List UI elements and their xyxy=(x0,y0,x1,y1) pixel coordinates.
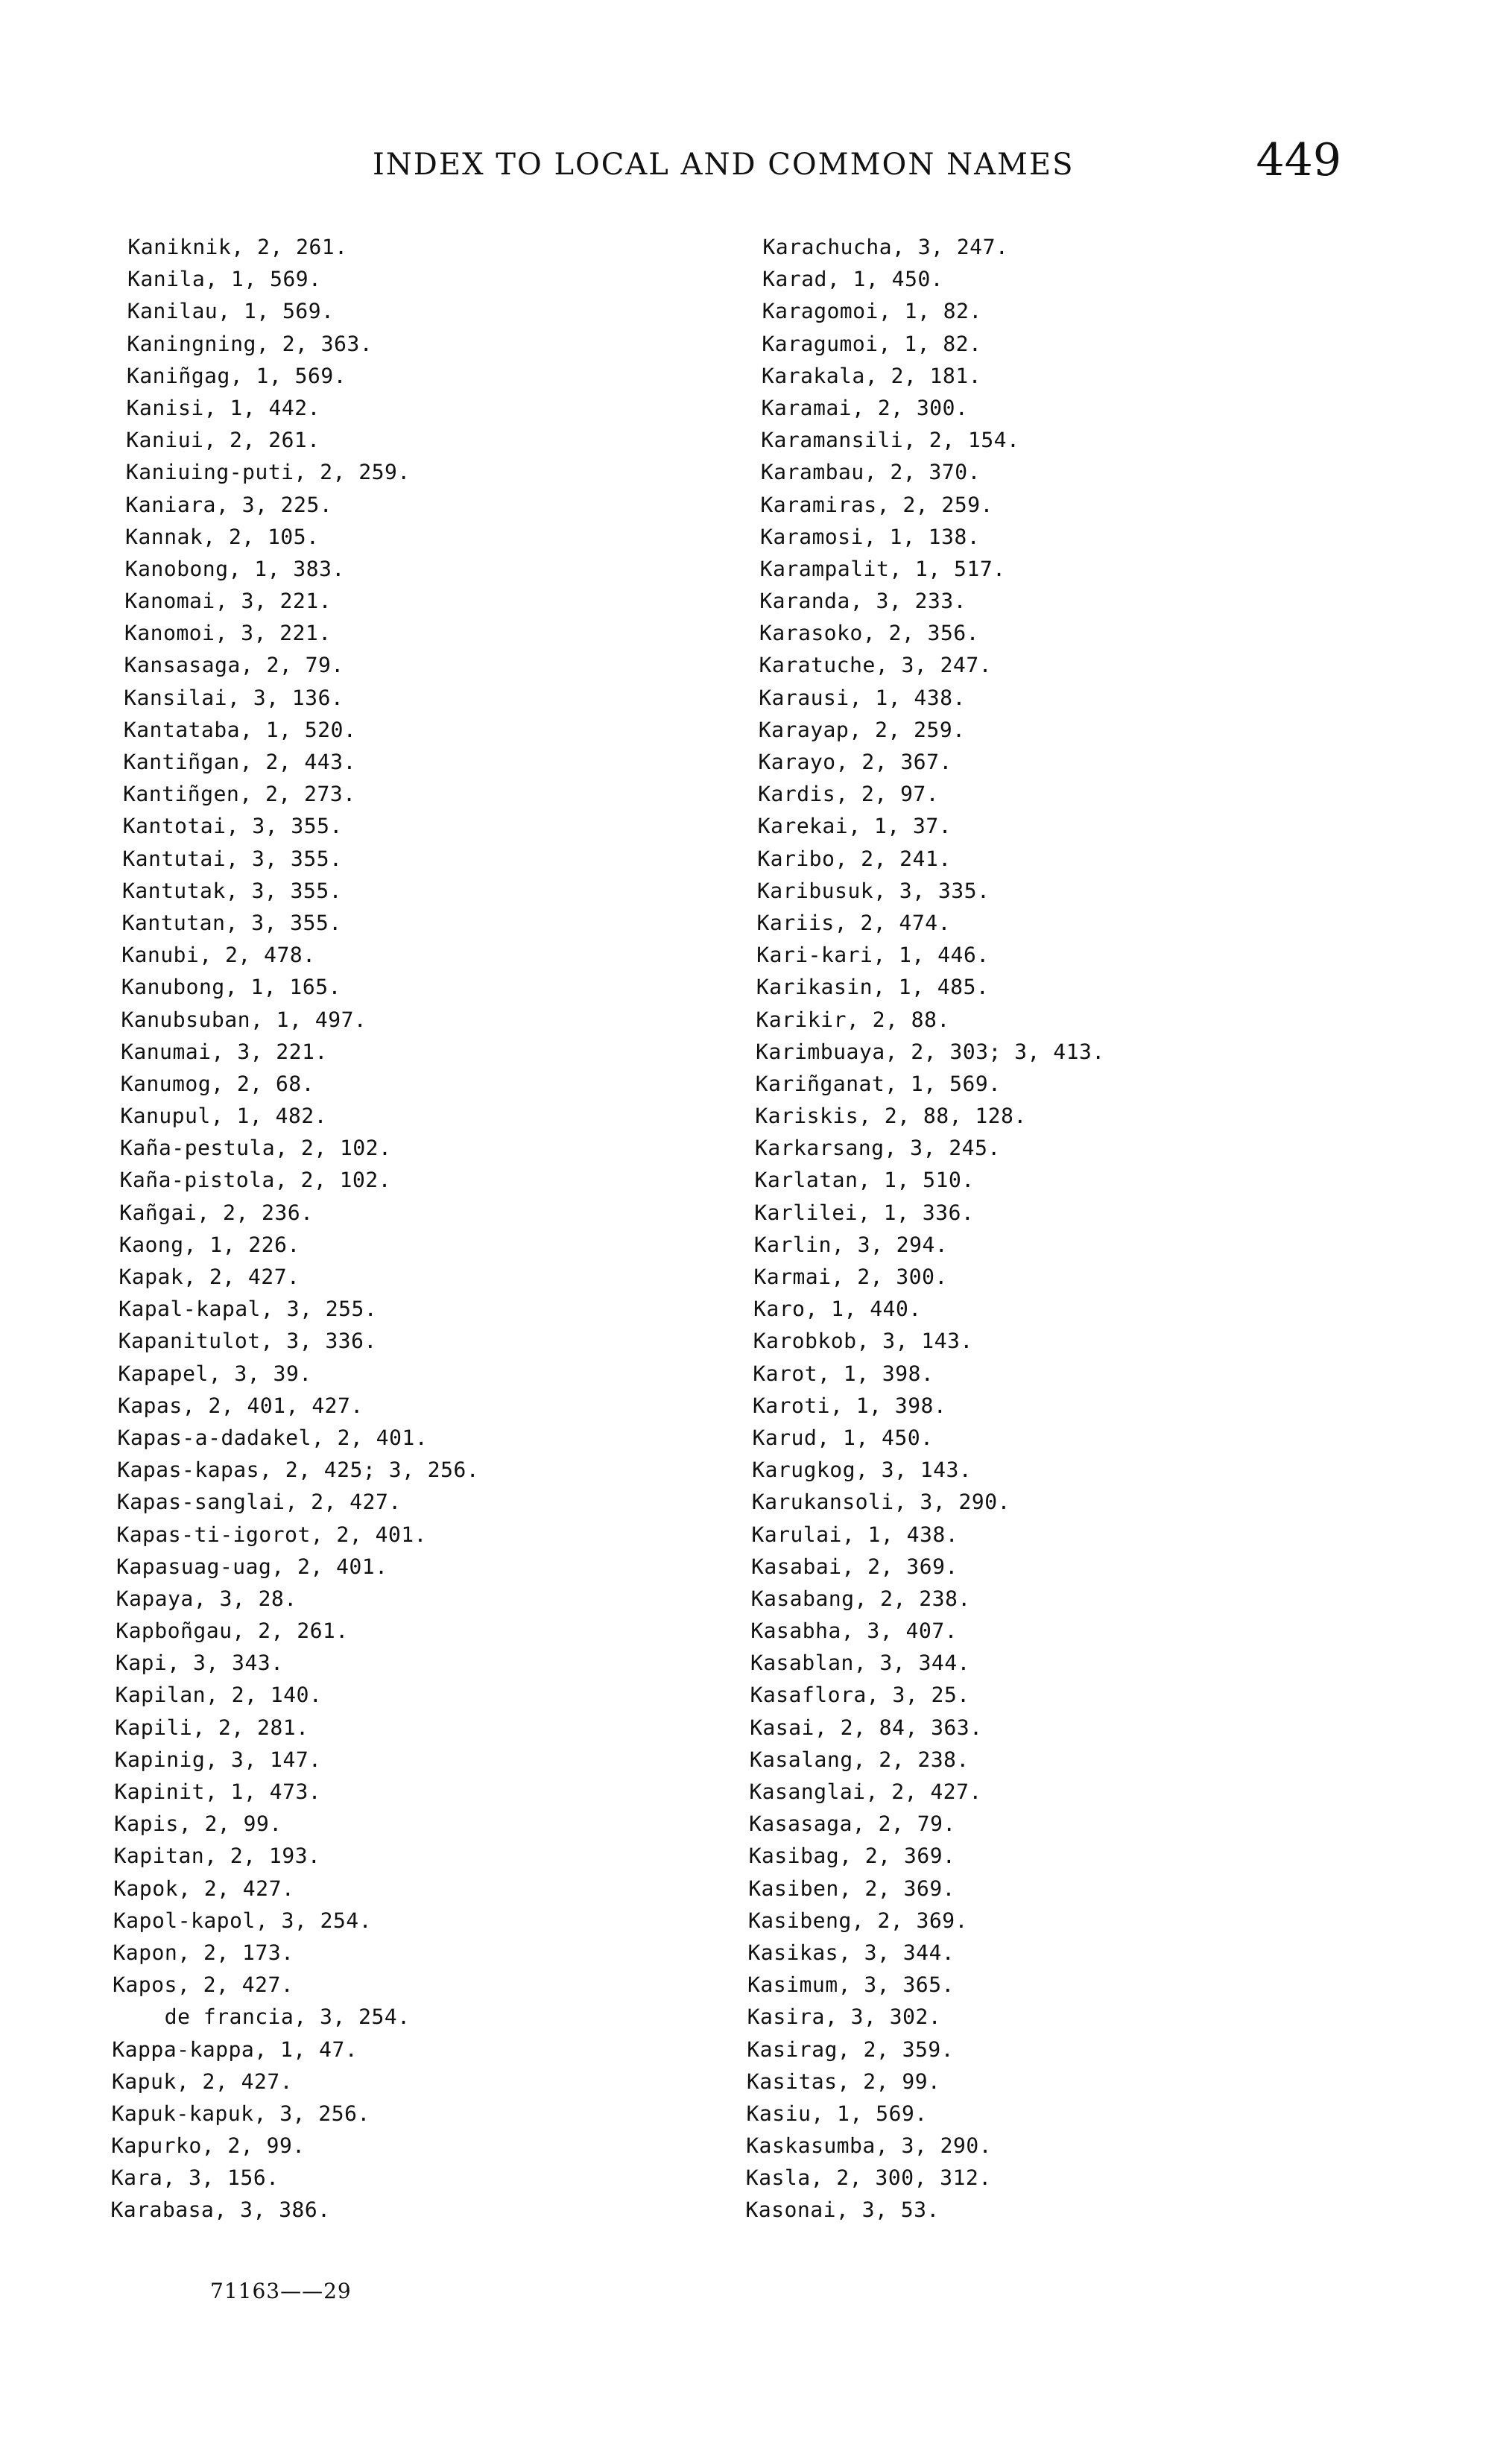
index-entry: Kaña-pestula, 2, 102. xyxy=(119,1136,392,1161)
index-entry: Kapboñgau, 2, 261. xyxy=(116,1618,349,1644)
index-entry: Kanomoi, 3, 221. xyxy=(124,621,332,646)
index-entry: Karlatan, 1, 510. xyxy=(754,1168,975,1193)
index-entry: Kapas, 2, 401, 427. xyxy=(117,1393,364,1418)
index-entry: Karasoko, 2, 356. xyxy=(759,621,980,646)
index-entry: Kasai, 2, 84, 363. xyxy=(750,1715,983,1740)
index-entry: Kardis, 2, 97. xyxy=(757,782,940,807)
index-entry: Kara, 3, 156. xyxy=(110,2165,279,2191)
index-entry: Kanumog, 2, 68. xyxy=(120,1071,315,1096)
index-entry: Kapak, 2, 427. xyxy=(118,1265,300,1289)
index-entry: Kasira, 3, 302. xyxy=(747,2004,942,2030)
index-entry: Kaña-pistola, 2, 102. xyxy=(119,1168,392,1193)
index-entry: Kaningning, 2, 363. xyxy=(127,331,373,356)
index-entry: Kanobong, 1, 383. xyxy=(124,556,345,581)
index-entry: Kantiñgan, 2, 443. xyxy=(123,750,357,774)
index-entry: Kaniui, 2, 261. xyxy=(126,428,320,453)
index-entry: Kariskis, 2, 88, 128. xyxy=(755,1104,1027,1129)
index-entry: Kasaflora, 3, 25. xyxy=(750,1683,970,1708)
index-entry: Kapitan, 2, 193. xyxy=(113,1844,321,1869)
index-entry: Karad, 1, 450. xyxy=(762,267,944,292)
index-entry: Kasanglai, 2, 427. xyxy=(749,1779,982,1804)
index-entry: Karibo, 2, 241. xyxy=(757,846,952,871)
index-entry: Karud, 1, 450. xyxy=(752,1425,934,1450)
index-entry: Kapi, 3, 343. xyxy=(115,1651,284,1676)
index-entry: Kapal-kapal, 3, 255. xyxy=(118,1297,378,1322)
index-entry: Karamosi, 1, 138. xyxy=(759,524,981,549)
index-entry: Kantiñgen, 2, 273. xyxy=(122,782,356,807)
index-entry: Kasonai, 3, 53. xyxy=(745,2197,940,2223)
index-entry: Kariñganat, 1, 569. xyxy=(755,1071,1002,1096)
index-entry: Karakala, 2, 181. xyxy=(761,363,982,388)
index-entry: Karampalit, 1, 517. xyxy=(759,556,1006,581)
index-entry: Kantutak, 3, 355. xyxy=(121,878,343,903)
index-entry: Kanila, 1, 569. xyxy=(127,267,322,292)
index-subentry: de francia, 3, 254. xyxy=(164,2004,411,2030)
index-entry: Kapanitulot, 3, 336. xyxy=(118,1329,377,1354)
running-title: INDEX TO LOCAL AND COMMON NAMES xyxy=(373,148,1075,182)
index-entry: Karukansoli, 3, 290. xyxy=(751,1490,1011,1515)
index-entry: Kapol-kapol, 3, 254. xyxy=(113,1908,373,1933)
index-entry: Karikir, 2, 88. xyxy=(756,1007,950,1032)
index-entry: Kariis, 2, 474. xyxy=(756,910,952,935)
page-header xyxy=(119,134,1341,200)
index-entry: Kapas-ti-igorot, 2, 401. xyxy=(116,1522,428,1547)
index-entry: Kasla, 2, 300, 312. xyxy=(745,2165,992,2191)
index-entry: Kapapel, 3, 39. xyxy=(118,1361,312,1386)
index-entry: Kasablan, 3, 344. xyxy=(750,1651,971,1676)
index-entry: Kanubi, 2, 478. xyxy=(121,943,316,968)
index-entry: Kapili, 2, 281. xyxy=(115,1715,309,1740)
index-entry: Kapurko, 2, 99. xyxy=(111,2133,306,2159)
printer-signature-mark: 71163——29 xyxy=(210,2279,352,2303)
index-entry: Kaniuing-puti, 2, 259. xyxy=(125,460,411,485)
index-entry: Karo, 1, 440. xyxy=(753,1297,922,1322)
index-entry: Kapinit, 1, 473. xyxy=(114,1779,322,1804)
index-entry: Karayo, 2, 367. xyxy=(758,750,952,774)
index-entry: Kanomai, 3, 221. xyxy=(124,589,332,614)
index-entry: Kasiu, 1, 569. xyxy=(746,2101,928,2126)
index-entry: Kasitas, 2, 99. xyxy=(746,2069,941,2094)
index-entry: Kapasuag-uag, 2, 401. xyxy=(116,1554,388,1579)
index-entry: Kansasaga, 2, 79. xyxy=(124,653,344,678)
index-entry: Karausi, 1, 438. xyxy=(759,685,967,710)
index-entry: Karamiras, 2, 259. xyxy=(760,492,994,517)
index-entry: Kanumai, 3, 221. xyxy=(120,1039,328,1064)
index-entry: Kapos, 2, 427. xyxy=(112,1972,294,1998)
index-entry: Karobkob, 3, 143. xyxy=(753,1329,973,1354)
index-entry: Karayap, 2, 259. xyxy=(758,717,966,742)
index-entry: Kapis, 2, 99. xyxy=(113,1811,282,1837)
index-entry: Kanisi, 1, 442. xyxy=(126,395,321,420)
index-entry: Kapilan, 2, 140. xyxy=(115,1683,323,1708)
index-entry: Kapas-kapas, 2, 425; 3, 256. xyxy=(117,1458,480,1483)
index-entry: Karabasa, 3, 386. xyxy=(110,2197,331,2223)
index-entry: Kanubsuban, 1, 497. xyxy=(121,1007,367,1032)
index-entry: Kapuk-kapuk, 3, 256. xyxy=(111,2101,370,2126)
right-index-column xyxy=(745,231,1433,2227)
index-entry: Kasibeng, 2, 369. xyxy=(747,1908,969,1933)
index-entry: Kapinig, 3, 147. xyxy=(114,1747,322,1772)
index-entry: Karimbuaya, 2, 303; 3, 413. xyxy=(755,1039,1105,1064)
index-entry: Karot, 1, 398. xyxy=(753,1361,934,1386)
index-entry: Kapuk, 2, 427. xyxy=(111,2069,294,2094)
index-entry: Kasikas, 3, 344. xyxy=(747,1940,955,1965)
index-entry: Kaong, 1, 226. xyxy=(118,1232,300,1257)
index-entry: Karagumoi, 1, 82. xyxy=(762,331,982,356)
index-entry: Kapas-sanglai, 2, 427. xyxy=(116,1490,402,1515)
index-entry: Karekai, 1, 37. xyxy=(757,814,952,839)
index-entry: Karikasin, 1, 485. xyxy=(756,975,990,1000)
index-entry: Kannak, 2, 105. xyxy=(124,524,320,549)
index-entry: Kasabai, 2, 369. xyxy=(750,1554,958,1579)
index-entry: Kantutai, 3, 355. xyxy=(122,846,343,871)
index-entry: Kasibag, 2, 369. xyxy=(748,1844,956,1869)
index-entry: Karkarsang, 3, 245. xyxy=(754,1136,1001,1161)
index-entry: Kantotai, 3, 355. xyxy=(122,814,343,839)
index-entry: Kari-kari, 1, 446. xyxy=(756,943,990,968)
index-entry: Kaniara, 3, 225. xyxy=(125,492,333,517)
index-entry: Karlin, 3, 294. xyxy=(753,1232,949,1257)
index-entry: Kaniñgag, 1, 569. xyxy=(126,363,347,388)
index-entry: Kappa-kappa, 1, 47. xyxy=(112,2036,358,2062)
index-entry: Kasabha, 3, 407. xyxy=(750,1618,958,1644)
index-entry: Kapon, 2, 173. xyxy=(113,1940,294,1965)
index-entry: Kasirag, 2, 359. xyxy=(747,2036,955,2062)
index-entry: Karamai, 2, 300. xyxy=(761,395,969,420)
index-entry: Karanda, 3, 233. xyxy=(759,589,967,614)
index-entry: Kantataba, 1, 520. xyxy=(123,717,357,742)
index-entry: Kañgai, 2, 236. xyxy=(119,1200,314,1225)
index-entry: Kapaya, 3, 28. xyxy=(116,1586,297,1611)
index-entry: Kanilau, 1, 569. xyxy=(127,299,335,324)
index-entry: Karamansili, 2, 154. xyxy=(761,428,1020,453)
index-entry: Karugkog, 3, 143. xyxy=(752,1458,972,1483)
index-entry: Kasabang, 2, 238. xyxy=(750,1586,971,1611)
index-entry: Kasalang, 2, 238. xyxy=(749,1747,970,1772)
index-entry: Kansilai, 3, 136. xyxy=(124,685,344,710)
index-entry: Kasiben, 2, 369. xyxy=(748,1876,956,1901)
index-entry: Karagomoi, 1, 82. xyxy=(762,299,982,324)
index-entry: Karmai, 2, 300. xyxy=(753,1265,948,1289)
index-entry: Karlilei, 1, 336. xyxy=(754,1200,975,1225)
index-entry: Karachucha, 3, 247. xyxy=(762,235,1009,259)
left-index-column xyxy=(110,231,798,2227)
index-entry: Kasasaga, 2, 79. xyxy=(748,1811,956,1837)
index-entry: Kanubong, 1, 165. xyxy=(121,975,342,1000)
index-entry: Kanupul, 1, 482. xyxy=(120,1104,328,1129)
index-entry: Karibusuk, 3, 335. xyxy=(756,878,990,903)
index-entry: Karambau, 2, 370. xyxy=(760,460,981,485)
index-entry: Kasimum, 3, 365. xyxy=(747,1972,955,1998)
index-entry: Kapas-a-dadakel, 2, 401. xyxy=(117,1425,428,1450)
index-entry: Kaniknik, 2, 261. xyxy=(127,235,348,259)
index-entry: Karoti, 1, 398. xyxy=(752,1393,947,1418)
index-entry: Kantutan, 3, 355. xyxy=(121,910,342,935)
index-entry: Karatuche, 3, 247. xyxy=(759,653,993,678)
index-entry: Karulai, 1, 438. xyxy=(751,1522,959,1547)
index-entry: Kaskasumba, 3, 290. xyxy=(746,2133,993,2159)
page-number: 449 xyxy=(1256,134,1341,186)
index-entry: Kapok, 2, 427. xyxy=(113,1876,295,1901)
